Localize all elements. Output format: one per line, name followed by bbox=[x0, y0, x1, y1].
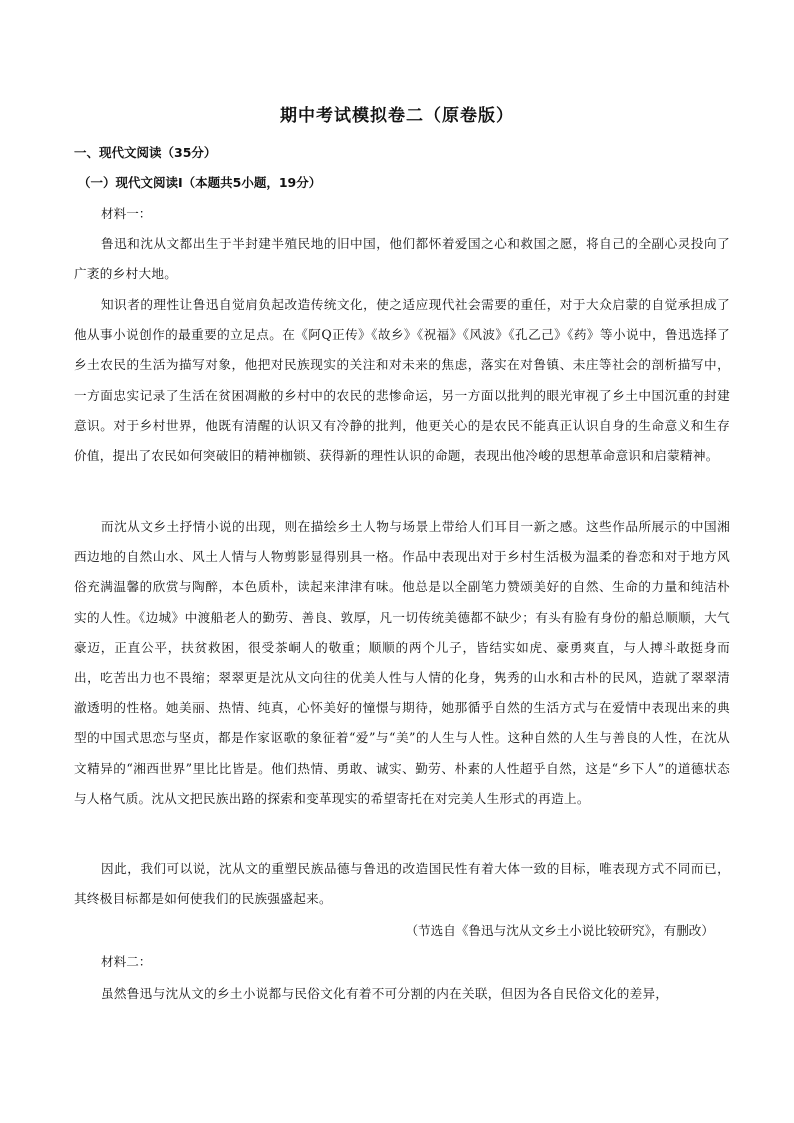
section-heading-modern-reading: 一、现代文阅读（35分） bbox=[74, 145, 217, 160]
material-1-source: （节选自《鲁迅与沈从文乡土小说比较研究》，有删改） bbox=[405, 923, 714, 938]
material-1-paragraph-4: 因此，我们可以说，沈从文的重塑民族品德与鲁迅的改造国民性有着大体一致的目标，唯表现方式不同而已，其终极目标都是如何使我们的民族强盛起来。 bbox=[74, 861, 730, 907]
document-title: 期中考试模拟卷二（原卷版） bbox=[280, 106, 514, 126]
material-1-paragraph-1: 鲁迅和沈从文都出生于半封建半殖民地的旧中国，他们都怀着爱国之心和救国之愿，将自己的全副心灵投向了广袤的乡村大地。 bbox=[74, 236, 730, 282]
material-2-paragraph-1: 虽然鲁迅与沈从文的乡土小说都与民俗文化有着不可分割的内在关联，但因为各自民俗文化的差异， bbox=[101, 986, 669, 1001]
material-1-paragraph-2: 知识者的理性让鲁迅自觉肩负起改造传统文化，使之适应现代社会需要的重任，对于大众启蒙的自觉承担成了他从事小说创作的最重要的立足点。在《阿Q正传》《故乡》《祝福》《风波》《孔乙己》《药》等小说中，鲁迅选择了乡土农民的生活为描写对象，他把对民族现实的关注和对未来的焦虑，落实在对鲁镇、未庄等社会的剖析描写中，一方面忠实记录了生活在贫困凋敝的乡村中的农民的悲惨命运，另一方面以批判的眼光审视了乡土中国沉重的封建意识。对于乡村世界，他既有清醒的认识又有冷静的批判，他更关心的是农民不能真正认识自身的生命意义和生存价值，提出了农民如何突破旧的精神枷锁、获得新的理性认识的命题，表现出他冷峻的思想革命意识和启蒙精神。 bbox=[74, 297, 730, 464]
subsection-heading-reading-1: （一）现代文阅读Ⅰ（本题共5小题，19分） bbox=[78, 175, 322, 190]
material-1-paragraph-3: 而沈从文乡土抒情小说的出现，则在描绘乡土人物与场景上带给人们耳目一新之感。这些作品所展示的中国湘西边地的自然山水、风土人情与人物剪影显得别具一格。作品中表现出对于乡村生活极为温柔的眷恋和对于地方风俗充满温馨的欣赏与陶醉，本色质朴，读起来津津有味。他总是以全副笔力赞颂美好的自然、生命的力量和纯洁朴实的人性。《边城》中渡船老人的勤劳、善良、敦厚，凡一切传统美德都不缺少；有头有脸有身份的船总顺顺，大气豪迈，正直公平，扶贫救困，很受茶峒人的敬重；顺顺的两个儿子，皆结实如虎、豪勇爽直，与人搏斗敢挺身而出，吃苦出力也不畏缩；翠翠更是沈从文向往的优美人性与人情的化身，隽秀的山水和古朴的民风，造就了翠翠清澈透明的性格。她美丽、热情、纯真，心怀美好的憧憬与期待，她那循乎自然的生活方式与在爱情中表现出来的典型的中国式思恋与坚贞，都是作家讴歌的象征着“爱”与“美”的人生与人性。这种自然的人生与善良的人性，在沈从文精异的“湘西世界”里比比皆是。他们热情、勇敢、诚实、勤劳、朴素的人性超乎自然，这是“乡下人”的道德状态与人格气质。沈从文把民族出路的探索和变革现实的希望寄托在对完美人生形式的再造上。 bbox=[74, 519, 730, 806]
material-2-label: 材料二： bbox=[101, 954, 152, 969]
material-1-label: 材料一： bbox=[101, 206, 152, 221]
